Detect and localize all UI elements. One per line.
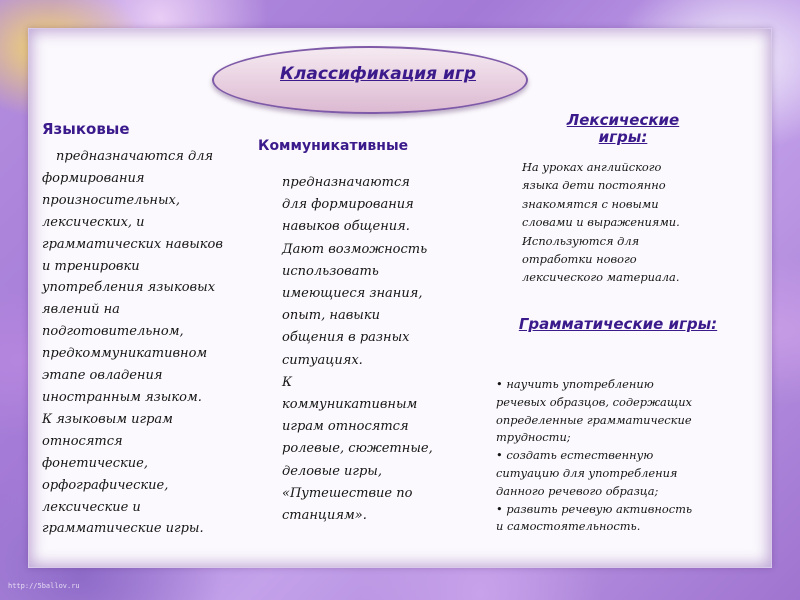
text-line: речевых образцов, содержащих <box>496 394 692 409</box>
language-games-heading: Языковые <box>42 120 130 138</box>
text-line: предназначаются <box>282 175 410 190</box>
text-line: знакомятся с новыми <box>522 196 659 211</box>
text-line: «Путешествие по <box>282 485 413 501</box>
text-line: лексические и <box>42 499 141 515</box>
text-line: навыков общения. <box>282 219 410 235</box>
text-line: словами и выражениями. <box>522 215 680 230</box>
bullet-line: • развить речевую активность <box>496 501 693 516</box>
text-line: играм относятся <box>282 419 409 435</box>
text-line: отработки нового <box>522 252 637 267</box>
language-games-text <box>42 146 268 540</box>
text-line: явлений на <box>42 302 120 318</box>
text-line: использовать <box>282 263 379 279</box>
text-line: относятся <box>42 433 123 449</box>
watermark: http://5ballov.ru <box>8 582 80 590</box>
communicative-games-text <box>282 172 482 527</box>
text-line: коммуникативным <box>282 397 418 413</box>
text-line: имеющиеся знания, <box>282 286 423 302</box>
text-line: для формирования <box>282 197 414 213</box>
text-line: этапе овладения <box>42 368 163 384</box>
text-line: фонетические, <box>42 455 148 471</box>
text-line: ролевые, сюжетные, <box>282 441 433 457</box>
grammar-games-text <box>496 376 746 536</box>
text-line: общения в разных <box>282 330 410 346</box>
lexical-games-text <box>522 158 720 287</box>
communicative-games-heading: Коммуникативные <box>258 138 409 154</box>
text-line: деловые игры, <box>282 463 383 479</box>
text-line: языка дети постоянно <box>522 178 666 193</box>
text-line: станциям». <box>282 508 367 524</box>
text-line: иностранным языком. <box>42 389 202 405</box>
text-line: опыт, навыки <box>282 308 380 324</box>
text-line: К языковым играм <box>42 411 173 427</box>
slide-title: Классификация игр <box>280 64 476 84</box>
text-line: грамматические игры. <box>42 521 204 537</box>
bullet-line: • создать естественную <box>496 448 654 463</box>
text-line: К <box>282 374 293 390</box>
text-line: данного речевого образца; <box>496 483 659 498</box>
text-line: трудности; <box>496 430 571 445</box>
bullet-line: • научить употреблению <box>496 377 654 391</box>
text-line: Используются для <box>522 233 640 248</box>
text-line: произносительных, <box>42 192 181 208</box>
text-line: определенные грамматические <box>496 412 692 427</box>
text-line: Дают возможность <box>282 241 428 257</box>
text-line: ситуациях. <box>282 352 363 368</box>
text-line: лексического материала. <box>522 270 680 285</box>
text-line: На уроках английского <box>522 160 662 174</box>
text-line: подготовительном, <box>42 324 184 340</box>
text-line: ситуацию для употребления <box>496 465 678 480</box>
lexical-games-heading: Лексические игры: <box>566 111 680 146</box>
grammar-games-heading: Грамматические игры: <box>518 315 718 333</box>
text-line: и самостоятельность. <box>496 519 641 534</box>
text-line: лексических, и <box>42 214 145 230</box>
text-line: орфографические, <box>42 477 169 493</box>
text-line: грамматических навыков <box>42 236 223 252</box>
text-line: употребления языковых <box>42 280 216 296</box>
text-line: предкоммуникативном <box>42 346 208 362</box>
text-line: формирования <box>42 170 145 186</box>
text-line: предназначаются для <box>56 149 214 164</box>
text-line: и тренировки <box>42 258 140 274</box>
